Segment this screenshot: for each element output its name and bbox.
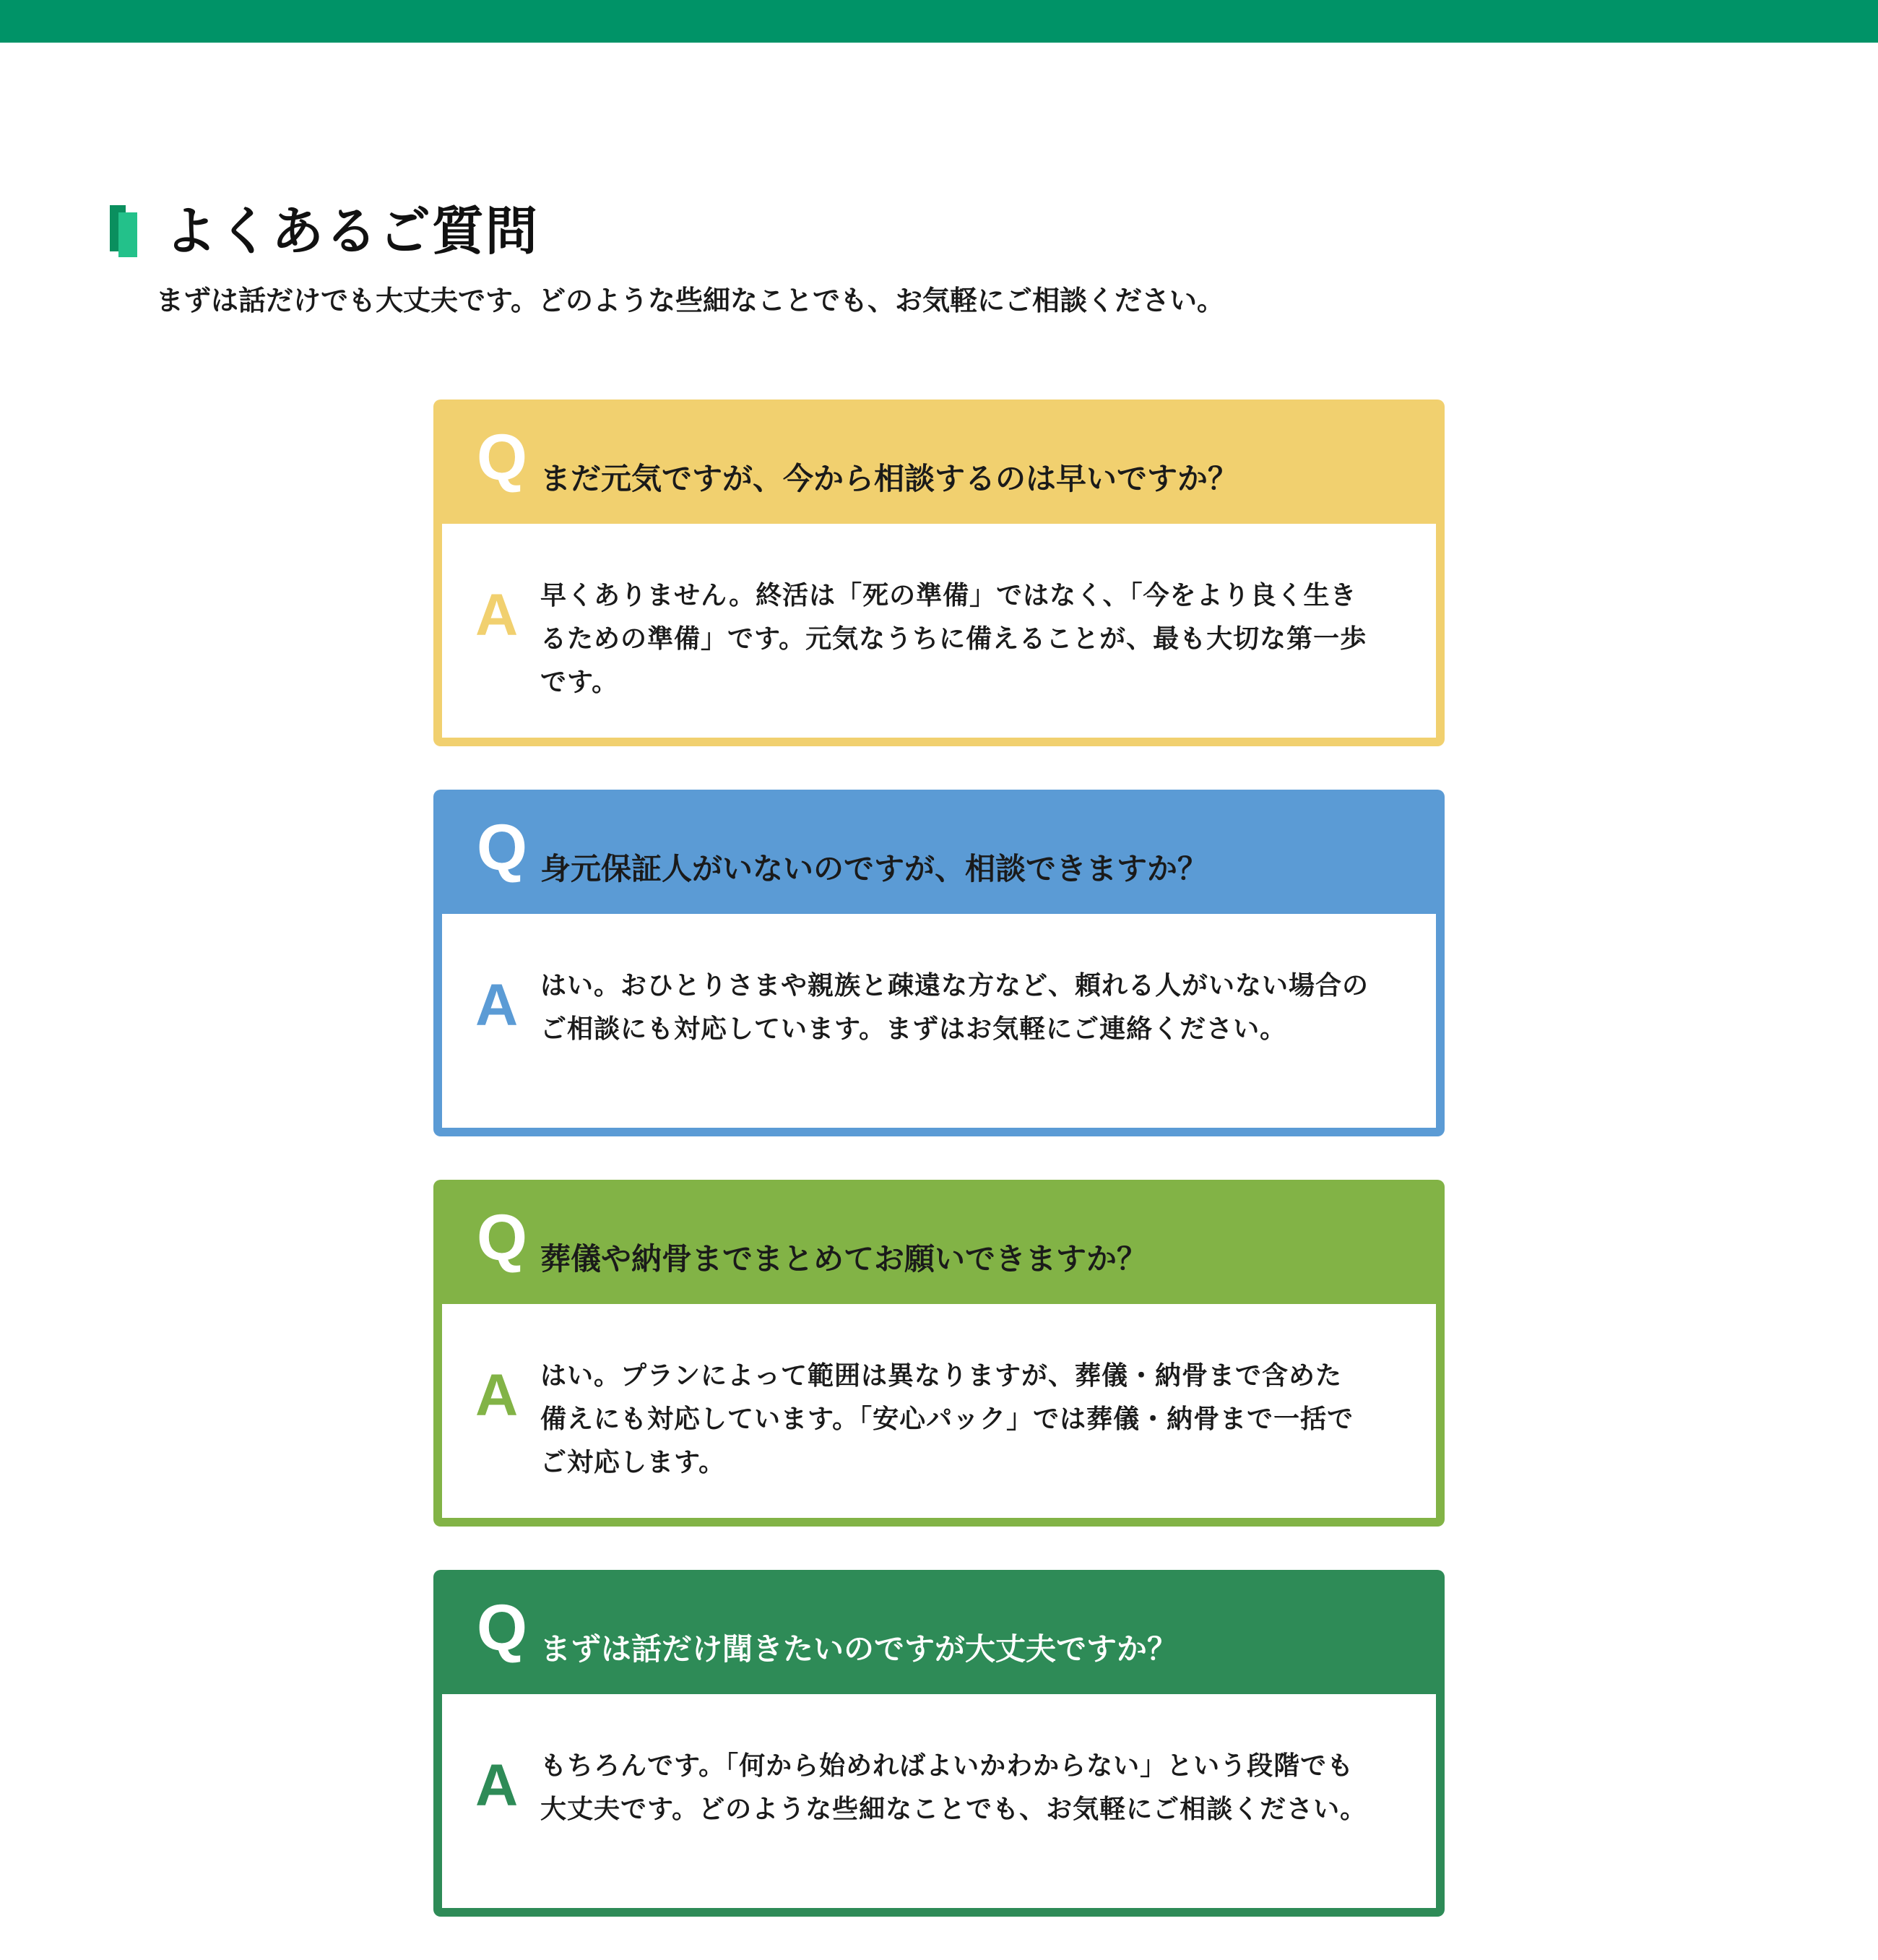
faq-item <box>433 790 1445 1136</box>
question-mark-label: Q <box>477 812 528 884</box>
faq-answer <box>540 964 1369 1051</box>
answer-line: もちろんです。「何から始めればよいかわからない」という段階でも <box>540 1751 1354 1781</box>
faq-question: まずは話だけ聞きたいのですが大丈夫ですか？ <box>540 1631 1178 1667</box>
faq-question-row <box>433 1570 1445 1694</box>
answer-mark-label: A <box>475 1363 519 1428</box>
faq-item <box>433 1180 1445 1527</box>
faq-answer-box <box>442 914 1436 1128</box>
top-accent-bar <box>0 0 1878 43</box>
question-mark-label: Q <box>477 1592 528 1665</box>
faq-question: 葬儀や納骨までまとめてお願いできますか？ <box>540 1241 1148 1277</box>
faq-question-row <box>433 400 1445 524</box>
answer-line: ご相談にも対応しています。まずはお気軽にご連絡ください。 <box>540 1014 1287 1044</box>
question-mark-label: Q <box>477 1202 528 1274</box>
question-mark-label: Q <box>477 422 528 494</box>
answer-line: 大丈夫です。どのような些細なことでも、お気軽にご相談ください。 <box>540 1795 1367 1824</box>
answer-line: 早くありません。終活は「死の準備」ではなく、「今をより良く生き <box>540 581 1357 610</box>
lead-text: まずは話だけでも大丈夫です。どのような些細なことでも、お気軽にご相談ください。 <box>156 285 1224 316</box>
answer-line: はい。おひとりさまや親族と疎遠な方など、頼れる人がいない場合の <box>540 971 1369 1001</box>
faq-list <box>433 400 1445 1960</box>
answer-line: です。 <box>540 668 619 697</box>
faq-question: 身元保証人がいないのですが、相談できますか？ <box>540 851 1208 886</box>
faq-item <box>433 400 1445 746</box>
section-heading <box>110 195 539 267</box>
faq-answer <box>540 574 1367 704</box>
faq-question-row <box>433 790 1445 914</box>
answer-mark-label: A <box>475 1753 519 1818</box>
answer-mark-label: A <box>475 582 519 648</box>
faq-question: まだ元気ですが、今から相談するのは早いですか？ <box>540 461 1239 496</box>
answer-line: はい。プランによって範囲は異なりますが、葬儀・納骨まで含めた <box>540 1361 1343 1391</box>
answer-line: るための準備」です。元気なうちに備えることが、最も大切な第一歩 <box>540 624 1367 654</box>
faq-item <box>433 1570 1445 1917</box>
page-title: よくあるご質問 <box>165 201 540 262</box>
faq-answer <box>540 1355 1364 1485</box>
heading-marker-icon <box>110 201 140 262</box>
faq-answer-box <box>442 1694 1436 1908</box>
faq-answer-box <box>442 524 1436 738</box>
faq-question-row <box>433 1180 1445 1304</box>
answer-line: ご対応します。 <box>540 1448 726 1477</box>
answer-line: 備えにも対応しています。「安心パック」では葬儀・納骨まで一括で <box>540 1404 1354 1434</box>
faq-answer-box <box>442 1304 1436 1518</box>
answer-mark-label: A <box>475 972 519 1038</box>
faq-answer <box>540 1745 1367 1831</box>
